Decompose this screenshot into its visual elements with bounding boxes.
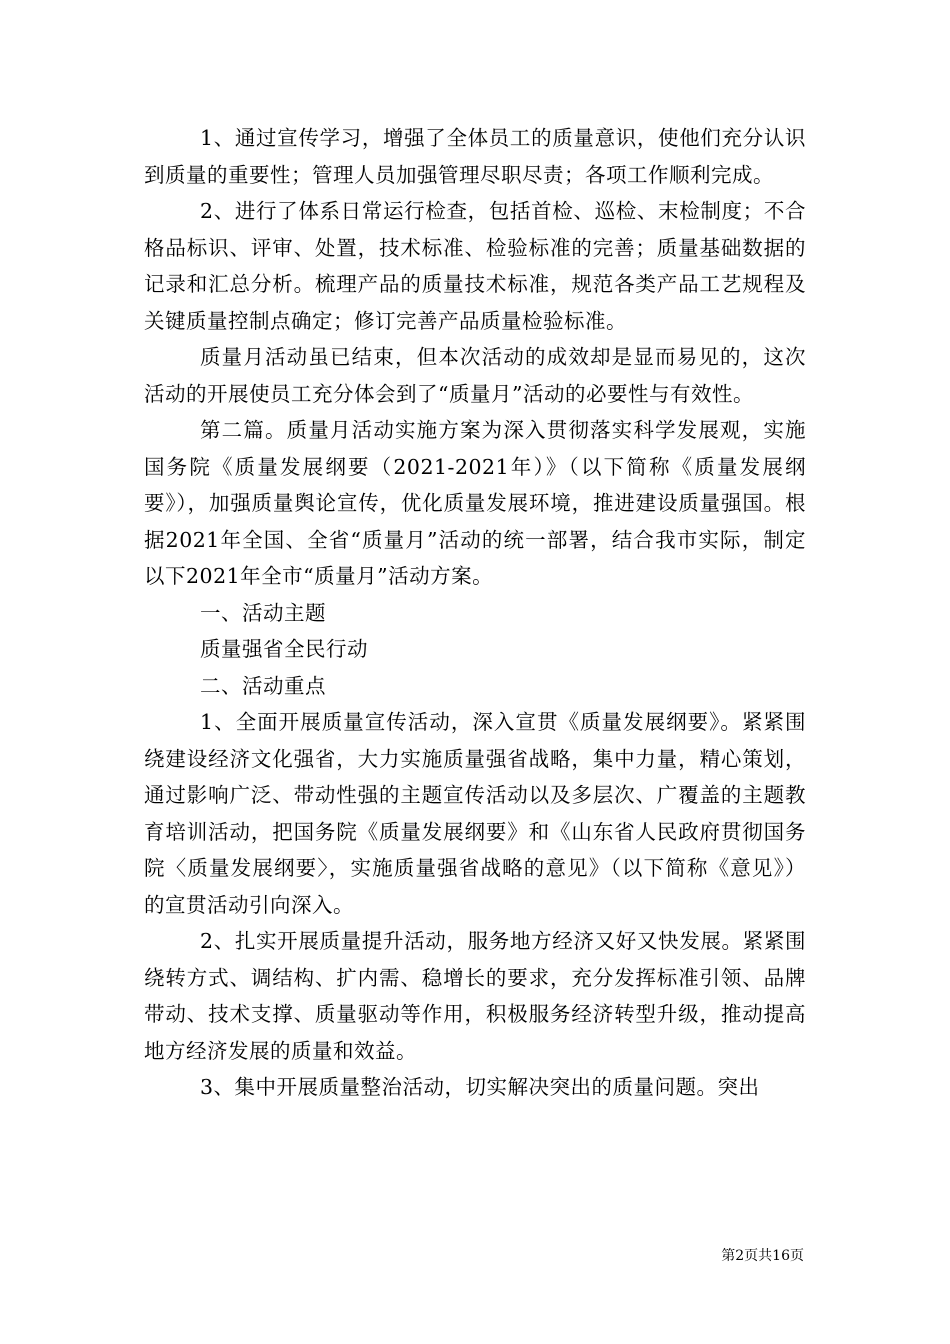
paragraph-1: 1、通过宣传学习，增强了全体员工的质量意识，使他们充分认识到质量的重要性；管理人员加强管理尽职尽责；各项工作顺利完成。	[144, 126, 806, 187]
document-body	[144, 120, 806, 1106]
paragraph-2: 2、进行了体系日常运行检查，包括首检、巡检、末检制度；不合格品标识、评审、处置，技术标准、检验标准的完善；质量基础数据的记录和汇总分析。梳理产品的质量技术标准，规范各类产品工艺规程及关键质量控制点确定；修订完善产品质量检验标准。	[144, 199, 806, 333]
paragraph-focus-3: 3、集中开展质量整治活动，切实解决突出的质量问题。突出	[200, 1075, 760, 1099]
paragraph-focus-1: 1、全面开展质量宣传活动，深入宣贯《质量发展纲要》。紧紧围绕建设经济文化强省，大力实施质量强省战略，集中力量，精心策划，通过影响广泛、带动性强的主题宣传活动以及多层次、广覆盖的主题教育培训活动，把国务院《质量发展纲要》和《山东省人民政府贯彻国务院〈质量发展纲要〉，实施质量强省战略的意见》（以下简称《意见》）的宣贯活动引向深入。	[144, 710, 806, 917]
section-heading-theme: 一、活动主题	[200, 600, 326, 625]
paragraph-4: 第二篇。质量月活动实施方案为深入贯彻落实科学发展观，实施国务院《质量发展纲要（2021-2021年）》（以下简称《质量发展纲要》），加强质量舆论宣传，优化质量发展环境，推进建设质量强国。根据2021年全国、全省“质量月”活动的统一部署，结合我市实际，制定以下2021年全市“质量月”活动方案。	[144, 418, 806, 588]
paragraph-theme: 质量强省全民行动	[200, 637, 368, 661]
paragraph-focus-2: 2、扎实开展质量提升活动，服务地方经济又好又快发展。紧紧围绕转方式、调结构、扩内需、稳增长的要求，充分发挥标准引领、品牌带动、技术支撑、质量驱动等作用，积极服务经济转型升级，推动提高地方经济发展的质量和效益。	[144, 929, 806, 1063]
section-heading-focus: 二、活动重点	[200, 673, 326, 698]
page-number-footer: 第2页共16页	[721, 1248, 804, 1264]
paragraph-3: 质量月活动虽已结束，但本次活动的成效却是显而易见的，这次活动的开展使员工充分体会到了“质量月”活动的必要性与有效性。	[144, 345, 806, 406]
